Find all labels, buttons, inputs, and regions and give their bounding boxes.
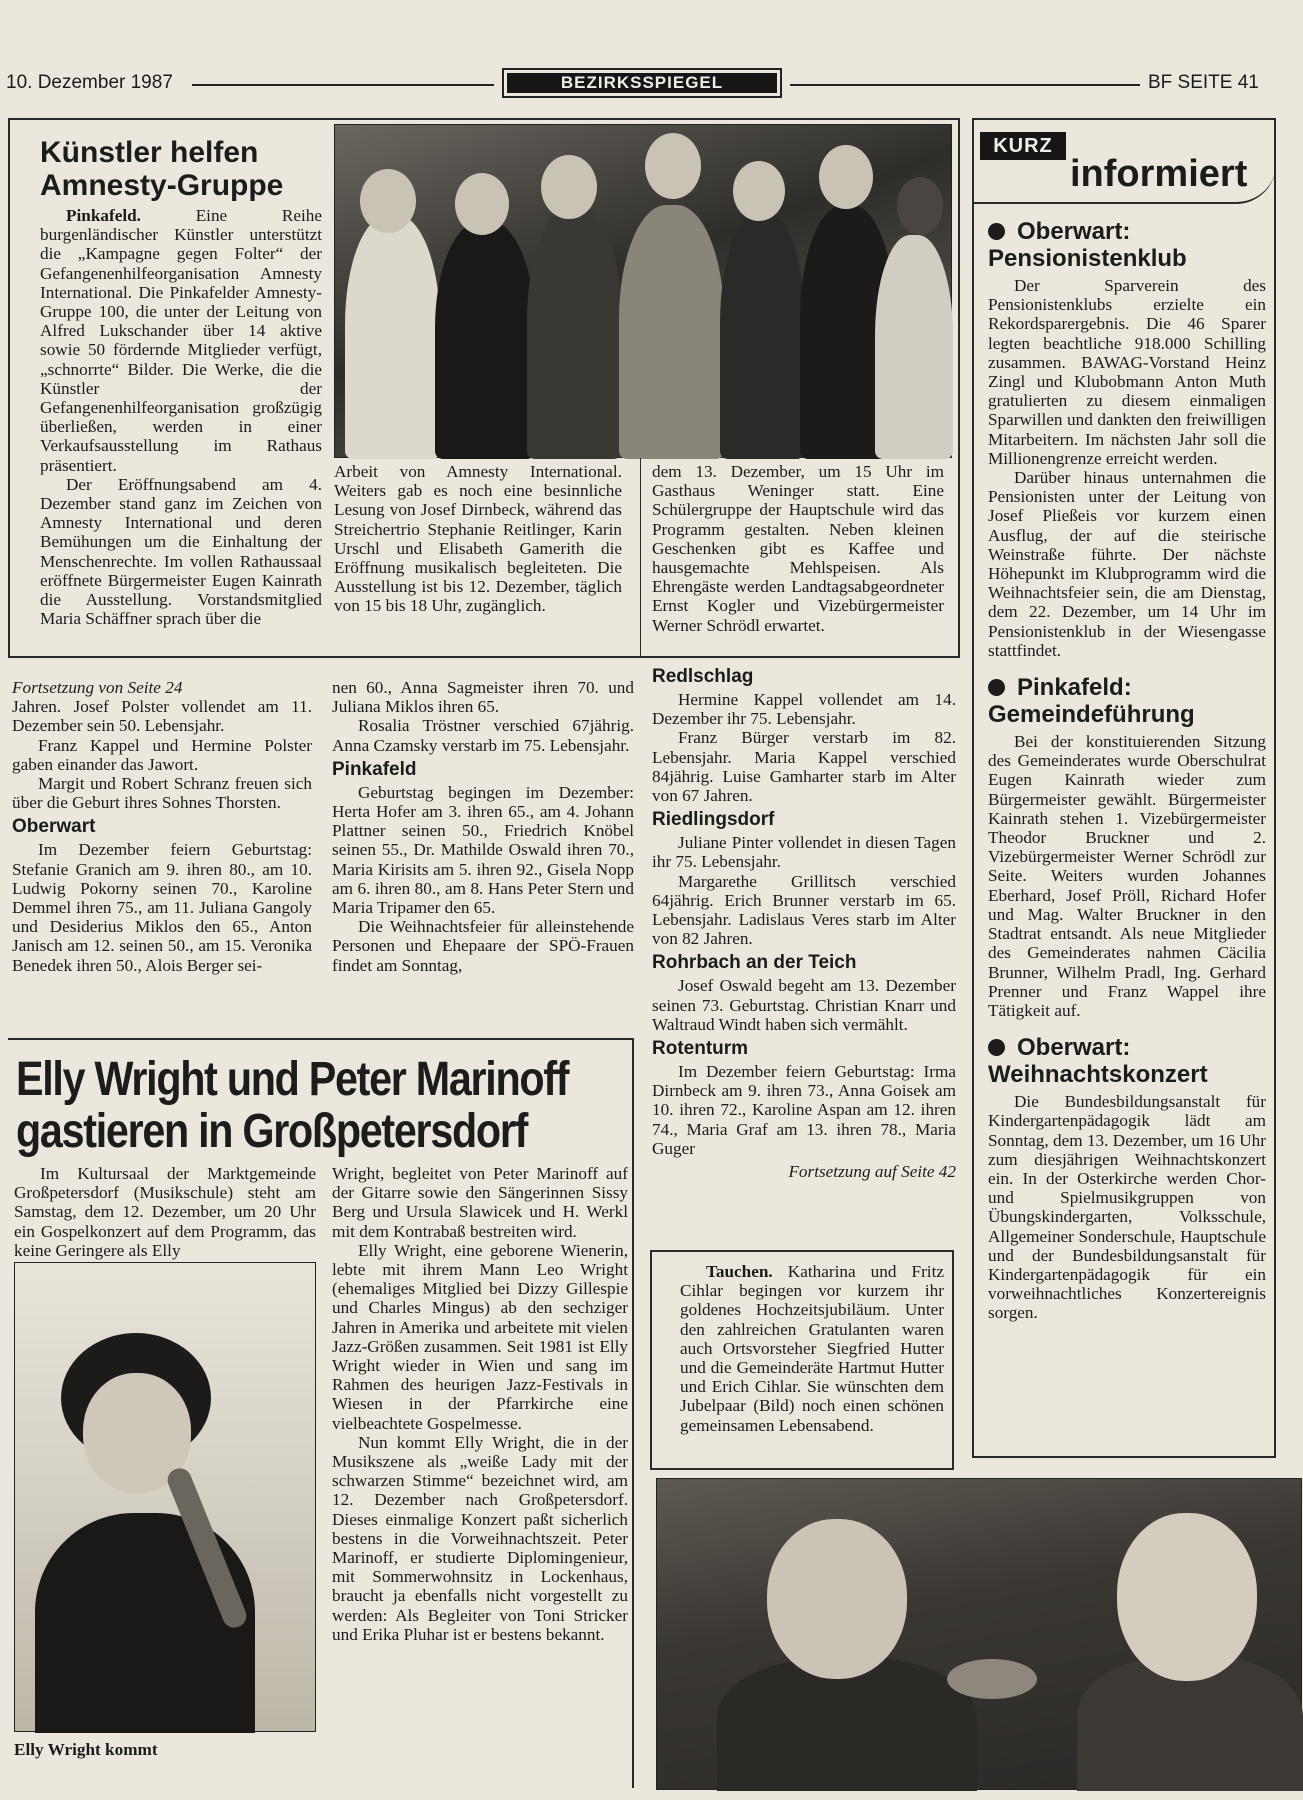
tauchen-text: [680, 1262, 944, 1435]
photo-woman-head: [1117, 1513, 1257, 1681]
family-p1: Jahren. Josef Polster vollendet am 11. Dezember sein 50. Lebensjahr.: [12, 697, 312, 736]
kurz-item-1-p2: Darüber hinaus unternahmen die Pensionisten unter der Leitung von Josef Pließeis vor kurzem einen Ausflug, der auf die steirische Weinstraße führte. Der nächste Höhepunkt im Klubprogramm wird die Weihnachtsfeier sein, die am Dienstag, dem 22. Dezember, um 14 Uhr im Pensionistenklub in der Wiesengasse stattfindet.: [988, 468, 1266, 660]
elly-col2-p2: Elly Wright, eine geborene Wienerin, lebte mit ihrem Mann Leo Wright (ehemaliges Mitglied bei Dizzy Gillespie und Charles Mingus) ab den sechziger Jahren in Amerika und arbeitete mit vielen Jazz-Größen zusammen. Seit 1981 ist Elly Wright wieder in Wien und sang im Rahmen des heurigen Jazz-Festivals in Wiesen in der Pfarrkirche eine vielbeachtete Gospelmesse.: [332, 1240, 628, 1433]
riedlingsdorf-p2: Margarethe Grillitsch verschied 64jährig. Erich Brunner verstarb im 65. Lebensjahr. Ladislaus Veres starb im Alter von 82 Jahren.: [652, 871, 956, 949]
redlschlag-heading: Redlschlag: [652, 666, 754, 687]
kurz-badge: KURZ: [980, 132, 1066, 160]
elly-col2-p3: Nun kommt Elly Wright, die in der Musikszene als „weiße Lady mit der schwarzen Stimme“ bezeichnet wird, am 12. Dezember nach Großpetersdorf. Dieses einmalige Konzert paßt sicherlich bestens in die Vorweihnachtszeit. Peter Marinoff, er studierte Diplomingenieur, mit Sommerwohnsitz in Lockenhaus, braucht ja ebenfalls nicht vorgestellt zu werden: Als Begleiter von Toni Stricker und Erika Pluhar ist er bestens bekannt.: [332, 1432, 628, 1644]
kurz-item-2-heading: [988, 674, 1266, 701]
section-banner: [502, 68, 782, 98]
elly-caption-text: Elly Wright kommt: [14, 1740, 158, 1759]
family-col2-p1: nen 60., Anna Sagmeister ihren 70. und Juliana Miklos ihren 65.: [332, 678, 634, 717]
kurz-item-1-place: Oberwart:: [1017, 218, 1131, 245]
pinkafeld-heading: Pinkafeld: [332, 758, 417, 780]
redlschlag-p1: Hermine Kappel vollendet am 14. Dezember ihr 75. Lebensjahr.: [652, 690, 956, 729]
kurz-item-1-heading: [988, 218, 1266, 245]
elly-col2: [332, 1164, 628, 1644]
tauchen-text-block: [680, 1262, 944, 1435]
page-number: BF SEITE 41: [1148, 72, 1259, 93]
photo-head-4: [645, 133, 701, 199]
elly-col2-p1: Wright, begleitet von Peter Marinoff auf der Gitarre sowie den Sängerinnen Sissy Berg und Ursula Slawicek und H. Werkl mit dem Kontrabaß bestreiten wird.: [332, 1164, 628, 1241]
amnesty-col2: [334, 462, 622, 616]
oberwart-heading: Oberwart: [12, 816, 96, 838]
kurz-header: [972, 118, 1276, 204]
issue-date: 10. Dezember 1987: [6, 72, 173, 93]
rotenturm-heading: Rotenturm: [652, 1038, 749, 1060]
amnesty-lead: Pinkafeld.: [66, 206, 141, 225]
elly-photo-caption: [14, 1740, 314, 1759]
photo-person-5: [720, 213, 805, 459]
tauchen-body: Katharina und Fritz Cihlar begingen vor kurzem ihr goldenes Hochzeitsjubiläum. Unter den zahlreichen Gratulanten waren auch Ortsvorsteher Siegfried Hutter und die Gemeinderäte Hartmut Hutter und Erich Cihlar. Sie wünschten dem Jubelpaar (Bild) noch einen schönen gemeinsamen Lebensabend.: [680, 1262, 944, 1435]
amnesty-title-line1: Künstler helfen: [40, 136, 259, 169]
bullet-icon: [988, 223, 1005, 240]
photo-head-3: [541, 155, 597, 219]
family-p2: Franz Kappel und Hermine Polster gaben einander das Jawort.: [12, 735, 312, 774]
kurz-item-2-place: Pinkafeld:: [1017, 674, 1132, 702]
photo-person-1: [345, 215, 440, 459]
amnesty-col-divider: [640, 458, 641, 656]
pinkafeld-p1: Geburtstag begingen im Dezember: Herta Hofer am 3. ihren 65., am 4. Johann Plattner seinen 50., Friedrich Knöbel seinen 55., Dr. Mathilde Oswald ihren 70., Maria Kirisits am 5. ihren 92., Gisela Nopp am 6. ihren 80., am 8. Hans Peter Stern und Maria Tripamer den 65.: [332, 782, 634, 918]
rohrbach-text: Josef Oswald begeht am 13. Dezember seinen 73. Geburtstag. Christian Knarr und Waltraud Windt haben sich vermählt.: [652, 976, 956, 1034]
amnesty-col3: [652, 462, 944, 635]
riedlingsdorf-p1: Juliane Pinter vollendet in diesen Tagen ihr 75. Lebensjahr.: [652, 833, 956, 872]
amnesty-col3-text: dem 13. Dezember, um 15 Uhr im Gasthaus Weninger statt. Eine Schülergruppe der Hauptschule wird das Programm gestalten. Neben kleinen Geschenken gibt es Kaffee und hausgemachte Mehlspeisen. Als Ehrengäste werden Landtagsabgeordneter Ernst Kogler und Vizebürgermeister Werner Schrödl erwartet.: [652, 462, 944, 635]
kurz-item-1: [988, 218, 1266, 660]
amnesty-col1-p1-text: Eine Reihe burgenländischer Künstler unterstützt die „Kampagne gegen Folter“ der Gefangenenhilfeorganisation Amnesty International. Die Pinkafelder Amnesty-Gruppe 100, die unter der Leitung von Alfred Lukschander über 14 aktive sowie 50 fördernde Mitglieder verfügt, „schnorrte“ Bilder. Die Werke, die die Künstler der Gefangenenhilfeorganisation großzügig überließen, werden in einer Verkaufsausstellung im Rathaus präsentiert.: [40, 206, 322, 475]
elly-col1-text: Im Kultursaal der Marktgemeinde Großpetersdorf (Musikschule) steht am Samstag, dem 12. Dezember, um 20 Uhr ein Gospelkonzert auf dem Programm, das keine Geringere als Elly: [14, 1164, 316, 1260]
header-rule-right: [790, 84, 1140, 86]
photo-head-2: [455, 173, 509, 235]
riedlingsdorf-heading: Riedlingsdorf: [652, 809, 775, 831]
family-news-col2: [332, 678, 634, 975]
oberwart-text: Im Dezember feiern Geburtstag: Stefanie Granich am 9. ihren 80., am 10. Ludwig Pokorny seinen 70., Karoline Demmel ihren 75., am 11. Juliana Gangoly und Desiderius Miklos den 65., Anton Janisch am 12. seinen 50., am 15. Veronika Benedek ihren 50., Alois Berger sei-: [12, 840, 312, 975]
kurz-item-1-topic: Pensionistenklub: [988, 245, 1187, 272]
section-title: BEZIRKSSPIEGEL: [507, 73, 777, 93]
photo-head-6: [819, 145, 873, 209]
kurz-item-3-topic: Weihnachtskonzert: [988, 1061, 1208, 1089]
family-p3: Margit und Robert Schranz freuen sich über die Geburt ihres Sohnes Thorsten.: [12, 774, 312, 813]
kurz-title: informiert: [1070, 153, 1248, 195]
amnesty-col1: [40, 206, 322, 628]
continued-to: Fortsetzung auf Seite 42: [788, 1162, 956, 1182]
kurz-item-2: [988, 674, 1266, 1020]
redlschlag-p2: Franz Bürger verstarb im 82. Lebensjahr. Maria Kappel verschied 84jährig. Luise Gamharter starb im Alter von 67 Jahren.: [652, 728, 956, 806]
family-news-col1: [12, 678, 312, 975]
photo-table-decor: [947, 1659, 1037, 1699]
photo-dress: [35, 1513, 255, 1733]
elly-headline-line2: gastieren in Großpetersdorf: [16, 1105, 528, 1158]
tauchen-lead: Tauchen.: [706, 1262, 773, 1281]
photo-head-7: [897, 177, 943, 235]
photo-person-7: [875, 235, 953, 459]
kurz-item-2-p1: Bei der konstituierenden Sitzung des Gemeinderates wurde Oberschulrat Eugen Kainrath wieder zum Bürgermeister gewählt. Bürgermeister Kainrath stehen 1. Vizebürgermeister Theodor Bruckner und 2. Vizebürgermeister Werner Schrödl zur Seite. Weiters wurden Johannes Eberhard, Josef Pröll, Richard Hofer und Mag. Walter Bruckner in den Stadtrat entsandt. Als neue Mitglieder des Gemeinderates nahmen Cäcilia Brunner, Wilhelm Pradl, Ing. Gerhard Prenner und Franz Wappel ihre Tätigkeit auf.: [988, 732, 1266, 1020]
continued-from: Fortsetzung von Seite 24: [12, 678, 183, 697]
amnesty-col1-p2: Der Eröffnungsabend am 4. Dezember stand ganz im Zeichen von Amnesty International und deren Bemühungen um die Einhaltung der Menschenrechte. Im vollen Rathaussaal eröffnete Bürgermeister Eugen Kainrath die Ausstellung. Vorstandsmitglied Maria Schäffner sprach über die: [40, 474, 322, 629]
kurz-item-3: [988, 1034, 1266, 1322]
photo-person-2: [435, 221, 535, 459]
bullet-icon: [988, 1039, 1005, 1056]
kurz-item-1-p1: Der Sparverein des Pensionistenklubs erzielte ein Rekordsparergebnis. Die 46 Sparer legten beachtliche 918.000 Schilling zusammen. BAWAG-Vorstand Heinz Zingl und Klubobmann Anton Muth gratulierten zu diesem einmaligen Sparwillen und dankten den freiwilligen Mitarbeitern. Im nächsten Jahr soll die Millionengrenze erreicht werden.: [988, 276, 1266, 468]
rotenturm-text: Im Dezember feiern Geburtstag: Irma Dirnbeck am 9. ihren 73., Anna Goisek am 10. ihren 72., Karoline Aspan am 12. ihren 74., Maria Graf am 13. ihren 78., Maria Guger: [652, 1062, 956, 1158]
pinkafeld-p2: Die Weihnachtsfeier für alleinstehende Personen und Ehepaare der SPÖ-Frauen findet am Sonntag,: [332, 917, 634, 975]
header-rule-left: [192, 84, 494, 86]
elly-headline-line1: Elly Wright und Peter Marinoff: [16, 1053, 569, 1106]
amnesty-group-photo: [334, 124, 952, 458]
photo-head-5: [733, 161, 785, 221]
family-news-col3: [652, 662, 956, 1181]
photo-head-1: [360, 169, 416, 233]
bullet-icon: [988, 679, 1005, 696]
family-col2-p2: Rosalia Tröstner verschied 67jährig. Anna Czamsky verstarb im 75. Lebensjahr.: [332, 716, 634, 755]
kurz-item-2-topic: Gemeindeführung: [988, 701, 1195, 729]
amnesty-title-line2: Amnesty-Gruppe: [40, 169, 284, 202]
photo-man-head: [767, 1519, 907, 1679]
rohrbach-heading: Rohrbach an der Teich: [652, 952, 857, 974]
kurz-items: [988, 218, 1266, 1323]
amnesty-col2-text: Arbeit von Amnesty International. Weiters gab es noch eine besinnliche Lesung von Josef Dirnbeck, während das Streichertrio Stephanie Reitlinger, Karin Urschl und Elisabeth Gamerith die Eröffnung musikalisch begleiteten. Die Ausstellung ist bis 12. Dezember, täglich von 15 bis 18 Uhr, zugänglich.: [334, 462, 622, 616]
amnesty-col1-p1: [40, 206, 322, 475]
photo-person-4: [619, 205, 724, 459]
photo-person-3: [527, 207, 622, 459]
elly-wright-photo: [14, 1262, 316, 1732]
kurz-item-3-place: Oberwart:: [1017, 1034, 1131, 1062]
jubilee-couple-photo: [656, 1478, 1302, 1790]
kurz-item-3-p1: Die Bundesbildungsanstalt für Kindergartenpädagogik lädt am Sonntag, dem 13. Dezember, um 16 Uhr zum diesjährigen Weihnachtskonzert ein. In der Osterkirche werden Chor- und Spielmusikgruppen von Übungskindergarten, Volksschule, Allgemeiner Sonderschule, Hauptschule und der Bundesbildungsanstalt für Kindergartenpädagogik für ein vorweihnachtliches Konzertereignis sorgen.: [988, 1092, 1266, 1323]
kurz-item-3-heading: [988, 1034, 1266, 1061]
elly-col1: [14, 1164, 316, 1260]
amnesty-title: [40, 136, 330, 202]
